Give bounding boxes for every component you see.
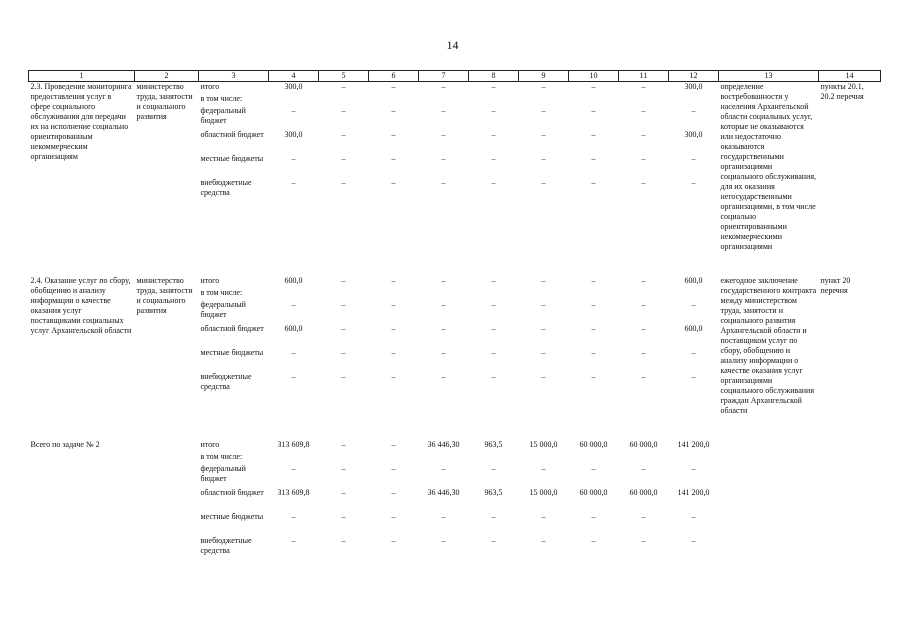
funding-value bbox=[571, 288, 617, 300]
funding-value: – bbox=[541, 464, 546, 473]
funding-value: – bbox=[591, 464, 596, 473]
value-column-cell bbox=[319, 82, 369, 253]
funding-value bbox=[321, 94, 367, 106]
funding-value: – bbox=[441, 536, 446, 545]
funding-value bbox=[521, 452, 567, 464]
value-column-cell bbox=[269, 440, 319, 560]
funding-value: – bbox=[641, 372, 646, 381]
funding-source-label: в том числе: bbox=[200, 452, 243, 461]
funding-value: – bbox=[341, 300, 346, 309]
executor-cell: министерство труда, занятости и социального развития bbox=[136, 276, 193, 315]
spacer-cell bbox=[29, 252, 881, 276]
funding-value: – bbox=[641, 130, 646, 139]
value-column-cell bbox=[469, 82, 519, 253]
funding-value bbox=[321, 452, 367, 464]
value-column-cell bbox=[469, 276, 519, 416]
value-column-cell bbox=[419, 276, 469, 416]
funding-source-label: внебюджетные средства bbox=[200, 372, 252, 391]
funding-value: – bbox=[391, 82, 396, 91]
funding-source-label: итого bbox=[200, 440, 220, 449]
funding-value: – bbox=[491, 512, 496, 521]
funding-source-label: итого bbox=[200, 82, 220, 91]
funding-value: 300,0 bbox=[684, 130, 703, 139]
funding-value: – bbox=[291, 464, 296, 473]
funding-value: – bbox=[641, 154, 646, 163]
funding-value: – bbox=[591, 276, 596, 285]
funding-value: – bbox=[641, 82, 646, 91]
funding-value: 963,5 bbox=[484, 440, 503, 449]
funding-value: – bbox=[491, 372, 496, 381]
value-column-cell bbox=[419, 82, 469, 253]
value-column-cell bbox=[669, 440, 719, 560]
funding-value: – bbox=[341, 82, 346, 91]
program-table bbox=[28, 70, 881, 560]
table-row bbox=[29, 276, 881, 416]
value-column-cell bbox=[569, 440, 619, 560]
funding-value: – bbox=[341, 348, 346, 357]
executor-cell: министерство труда, занятости и социального развития bbox=[136, 82, 193, 121]
value-column-cell bbox=[369, 82, 419, 253]
funding-value: – bbox=[491, 324, 496, 333]
funding-value: – bbox=[341, 276, 346, 285]
value-column-cell bbox=[519, 276, 569, 416]
funding-source-label: внебюджетные средства bbox=[200, 178, 252, 197]
funding-value: – bbox=[541, 372, 546, 381]
funding-value bbox=[271, 94, 317, 106]
funding-value: – bbox=[641, 464, 646, 473]
funding-value: 141 200,0 bbox=[677, 440, 710, 449]
column-header: 12 bbox=[669, 71, 719, 82]
funding-value: – bbox=[541, 154, 546, 163]
funding-value: – bbox=[441, 82, 446, 91]
task-title-cell: 2.4. Оказание услуг по сбору, обобщению и анализу информации о качестве оказания услуг поставщиками социальных услуг Архангельской области bbox=[30, 276, 132, 335]
funding-value: 60 000,0 bbox=[579, 488, 608, 497]
funding-value: – bbox=[691, 300, 696, 309]
funding-value: – bbox=[491, 300, 496, 309]
value-column-cell bbox=[619, 276, 669, 416]
funding-value: – bbox=[591, 130, 596, 139]
column-header: 11 bbox=[619, 71, 669, 82]
funding-value bbox=[471, 452, 517, 464]
funding-value: 963,5 bbox=[484, 488, 503, 497]
funding-value: – bbox=[391, 106, 396, 115]
funding-value: – bbox=[291, 300, 296, 309]
funding-value: – bbox=[441, 348, 446, 357]
funding-value: – bbox=[291, 154, 296, 163]
task-title-cell: 2.3. Проведение мониторинга предоставления услуг в сфере социального обслуживания для передачи их на исполнение социально ориентированным некоммерческим организациям bbox=[30, 82, 132, 161]
funding-value bbox=[671, 452, 717, 464]
funding-value: – bbox=[391, 178, 396, 187]
funding-value: 600,0 bbox=[284, 324, 303, 333]
value-column-cell bbox=[419, 440, 469, 560]
spacer-row bbox=[29, 416, 881, 440]
funding-value: – bbox=[391, 488, 396, 497]
table-row bbox=[29, 82, 881, 253]
column-header: 6 bbox=[369, 71, 419, 82]
funding-value: 36 446,30 bbox=[427, 440, 460, 449]
funding-value: – bbox=[441, 154, 446, 163]
funding-value: – bbox=[641, 512, 646, 521]
funding-value: – bbox=[491, 106, 496, 115]
funding-value bbox=[421, 288, 467, 300]
funding-value: – bbox=[691, 536, 696, 545]
funding-value: – bbox=[641, 348, 646, 357]
funding-value: – bbox=[491, 154, 496, 163]
funding-value: – bbox=[341, 440, 346, 449]
value-column-cell bbox=[519, 440, 569, 560]
column-header: 2 bbox=[135, 71, 199, 82]
funding-value: – bbox=[691, 512, 696, 521]
table-row bbox=[29, 440, 881, 560]
funding-value: – bbox=[391, 536, 396, 545]
funding-value: – bbox=[491, 276, 496, 285]
funding-source-label: в том числе: bbox=[200, 288, 243, 297]
funding-value bbox=[671, 94, 717, 106]
funding-value: – bbox=[691, 348, 696, 357]
funding-value bbox=[571, 94, 617, 106]
funding-value: – bbox=[541, 512, 546, 521]
link-cell: пункты 20.1, 20.2 перечня bbox=[820, 82, 864, 101]
page-number: 14 bbox=[446, 38, 459, 52]
funding-value: 141 200,0 bbox=[677, 488, 710, 497]
funding-value: – bbox=[491, 536, 496, 545]
column-header: 3 bbox=[199, 71, 269, 82]
funding-value: – bbox=[441, 464, 446, 473]
funding-value: – bbox=[291, 512, 296, 521]
column-header: 14 bbox=[819, 71, 881, 82]
funding-value: 15 000,0 bbox=[529, 440, 558, 449]
funding-value: – bbox=[391, 154, 396, 163]
funding-value: – bbox=[691, 106, 696, 115]
value-column-cell bbox=[319, 276, 369, 416]
funding-source-label: итого bbox=[200, 276, 220, 285]
source-cell bbox=[199, 276, 269, 416]
value-column-cell bbox=[619, 440, 669, 560]
funding-value: – bbox=[341, 106, 346, 115]
funding-value: – bbox=[291, 536, 296, 545]
funding-value: – bbox=[341, 488, 346, 497]
value-column-cell bbox=[569, 276, 619, 416]
funding-value bbox=[671, 288, 717, 300]
funding-value: – bbox=[441, 372, 446, 381]
funding-source-label: федеральный бюджет bbox=[200, 464, 246, 483]
funding-value: – bbox=[391, 276, 396, 285]
column-header: 1 bbox=[29, 71, 135, 82]
funding-source-label: федеральный бюджет bbox=[200, 300, 246, 319]
funding-value bbox=[621, 94, 667, 106]
funding-value: – bbox=[591, 106, 596, 115]
funding-value: – bbox=[641, 300, 646, 309]
funding-value: – bbox=[391, 300, 396, 309]
funding-source-label: областной бюджет bbox=[200, 488, 264, 497]
value-column-cell bbox=[269, 276, 319, 416]
funding-value: – bbox=[691, 372, 696, 381]
column-header: 8 bbox=[469, 71, 519, 82]
value-column-cell bbox=[269, 82, 319, 253]
funding-value: – bbox=[541, 300, 546, 309]
funding-value: – bbox=[341, 372, 346, 381]
funding-value: – bbox=[441, 300, 446, 309]
funding-source-label: местные бюджеты bbox=[200, 348, 264, 357]
funding-value: – bbox=[591, 178, 596, 187]
funding-value: – bbox=[641, 178, 646, 187]
column-header: 10 bbox=[569, 71, 619, 82]
funding-value: – bbox=[591, 512, 596, 521]
funding-value: – bbox=[341, 536, 346, 545]
funding-source-label: областной бюджет bbox=[200, 130, 264, 139]
funding-value: 313 609,8 bbox=[277, 440, 310, 449]
funding-value: 15 000,0 bbox=[529, 488, 558, 497]
funding-value: – bbox=[541, 324, 546, 333]
funding-source-label: местные бюджеты bbox=[200, 154, 264, 163]
funding-source-label: федеральный бюджет bbox=[200, 106, 246, 125]
funding-value: – bbox=[441, 512, 446, 521]
funding-value: – bbox=[341, 324, 346, 333]
funding-value bbox=[421, 452, 467, 464]
funding-value: – bbox=[591, 348, 596, 357]
funding-value: – bbox=[591, 324, 596, 333]
funding-value bbox=[521, 288, 567, 300]
funding-value: – bbox=[691, 154, 696, 163]
funding-value: – bbox=[441, 106, 446, 115]
funding-value: 313 609,8 bbox=[277, 488, 310, 497]
funding-value: – bbox=[541, 82, 546, 91]
funding-value: – bbox=[291, 348, 296, 357]
funding-source-label: областной бюджет bbox=[200, 324, 264, 333]
spacer-cell bbox=[29, 416, 881, 440]
funding-value: – bbox=[541, 536, 546, 545]
funding-value: – bbox=[491, 464, 496, 473]
funding-value: – bbox=[341, 154, 346, 163]
funding-value bbox=[571, 452, 617, 464]
funding-value: – bbox=[441, 324, 446, 333]
funding-value: – bbox=[391, 512, 396, 521]
funding-value: – bbox=[491, 82, 496, 91]
funding-value: 300,0 bbox=[284, 130, 303, 139]
funding-value: 60 000,0 bbox=[629, 440, 658, 449]
value-column-cell bbox=[619, 82, 669, 253]
column-header: 13 bbox=[719, 71, 819, 82]
column-number-row bbox=[29, 71, 881, 82]
funding-value bbox=[371, 452, 417, 464]
funding-value: – bbox=[491, 348, 496, 357]
funding-value: – bbox=[591, 372, 596, 381]
funding-value: – bbox=[291, 372, 296, 381]
funding-value: – bbox=[641, 536, 646, 545]
table-body bbox=[29, 82, 881, 561]
funding-value: – bbox=[691, 178, 696, 187]
value-column-cell bbox=[369, 440, 419, 560]
value-column-cell bbox=[669, 276, 719, 416]
funding-value: – bbox=[341, 512, 346, 521]
funding-value: – bbox=[391, 372, 396, 381]
value-column-cell bbox=[519, 82, 569, 253]
funding-value: 60 000,0 bbox=[629, 488, 658, 497]
source-cell bbox=[199, 440, 269, 560]
funding-value: – bbox=[641, 324, 646, 333]
funding-value: – bbox=[441, 130, 446, 139]
funding-value bbox=[271, 288, 317, 300]
funding-value: – bbox=[291, 106, 296, 115]
funding-value: – bbox=[391, 440, 396, 449]
value-column-cell bbox=[369, 276, 419, 416]
funding-value: 60 000,0 bbox=[579, 440, 608, 449]
funding-value: – bbox=[391, 324, 396, 333]
funding-source-label: местные бюджеты bbox=[200, 512, 264, 521]
funding-value bbox=[371, 288, 417, 300]
funding-value: – bbox=[541, 348, 546, 357]
funding-value: – bbox=[591, 536, 596, 545]
funding-value bbox=[321, 288, 367, 300]
column-header: 9 bbox=[519, 71, 569, 82]
expected-result-cell: ежегодное заключение государственного контракта между министерством труда, занятости и социального развития Архангельской области и поставщиком услуг по сбору, обобщению и анализу информации о качестве оказания услуг организациями социального обслуживания граждан Архангельской области bbox=[720, 276, 817, 415]
value-column-cell bbox=[319, 440, 369, 560]
funding-value bbox=[471, 288, 517, 300]
funding-value bbox=[421, 94, 467, 106]
funding-value: – bbox=[641, 276, 646, 285]
funding-source-label: в том числе: bbox=[200, 94, 243, 103]
executor-cell bbox=[135, 440, 199, 560]
funding-value: – bbox=[541, 130, 546, 139]
funding-value bbox=[521, 94, 567, 106]
funding-value: – bbox=[391, 348, 396, 357]
funding-value: – bbox=[341, 130, 346, 139]
column-header: 4 bbox=[269, 71, 319, 82]
task-title-cell: Всего по задаче № 2 bbox=[30, 440, 100, 449]
funding-value: – bbox=[541, 106, 546, 115]
funding-value: 600,0 bbox=[684, 324, 703, 333]
funding-value: – bbox=[541, 178, 546, 187]
funding-value: – bbox=[641, 106, 646, 115]
funding-value: – bbox=[591, 300, 596, 309]
funding-value: – bbox=[341, 464, 346, 473]
column-header: 7 bbox=[419, 71, 469, 82]
funding-value: 600,0 bbox=[684, 276, 703, 285]
funding-value: – bbox=[491, 130, 496, 139]
funding-value bbox=[621, 452, 667, 464]
value-column-cell bbox=[569, 82, 619, 253]
funding-value: – bbox=[441, 276, 446, 285]
funding-value: – bbox=[691, 464, 696, 473]
funding-value: 300,0 bbox=[284, 82, 303, 91]
funding-value: – bbox=[591, 154, 596, 163]
funding-value: 36 446,30 bbox=[427, 488, 460, 497]
funding-value: – bbox=[541, 276, 546, 285]
funding-value: – bbox=[391, 464, 396, 473]
link-cell: пункт 20 перечня bbox=[820, 276, 851, 295]
funding-value bbox=[471, 94, 517, 106]
funding-value: 600,0 bbox=[284, 276, 303, 285]
funding-value bbox=[271, 452, 317, 464]
funding-value bbox=[621, 288, 667, 300]
funding-value: – bbox=[591, 82, 596, 91]
funding-value: – bbox=[491, 178, 496, 187]
funding-source-label: внебюджетные средства bbox=[200, 536, 252, 555]
link-cell bbox=[819, 440, 881, 560]
value-column-cell bbox=[669, 82, 719, 253]
column-header: 5 bbox=[319, 71, 369, 82]
funding-value: – bbox=[391, 130, 396, 139]
expected-result-cell bbox=[719, 440, 819, 560]
funding-value: 300,0 bbox=[684, 82, 703, 91]
funding-value: – bbox=[291, 178, 296, 187]
spacer-row bbox=[29, 252, 881, 276]
expected-result-cell: определение востребованности у населения Архангельской области социальных услуг, которые не оказываются или недостаточно оказываются государственными организациями социального обслуживания, для их оказания негосударственными организациями, в том числе социально ориентированными некоммерческими организациями bbox=[720, 82, 817, 251]
value-column-cell bbox=[469, 440, 519, 560]
funding-value bbox=[371, 94, 417, 106]
funding-value: – bbox=[341, 178, 346, 187]
source-cell bbox=[199, 82, 269, 253]
funding-value: – bbox=[441, 178, 446, 187]
